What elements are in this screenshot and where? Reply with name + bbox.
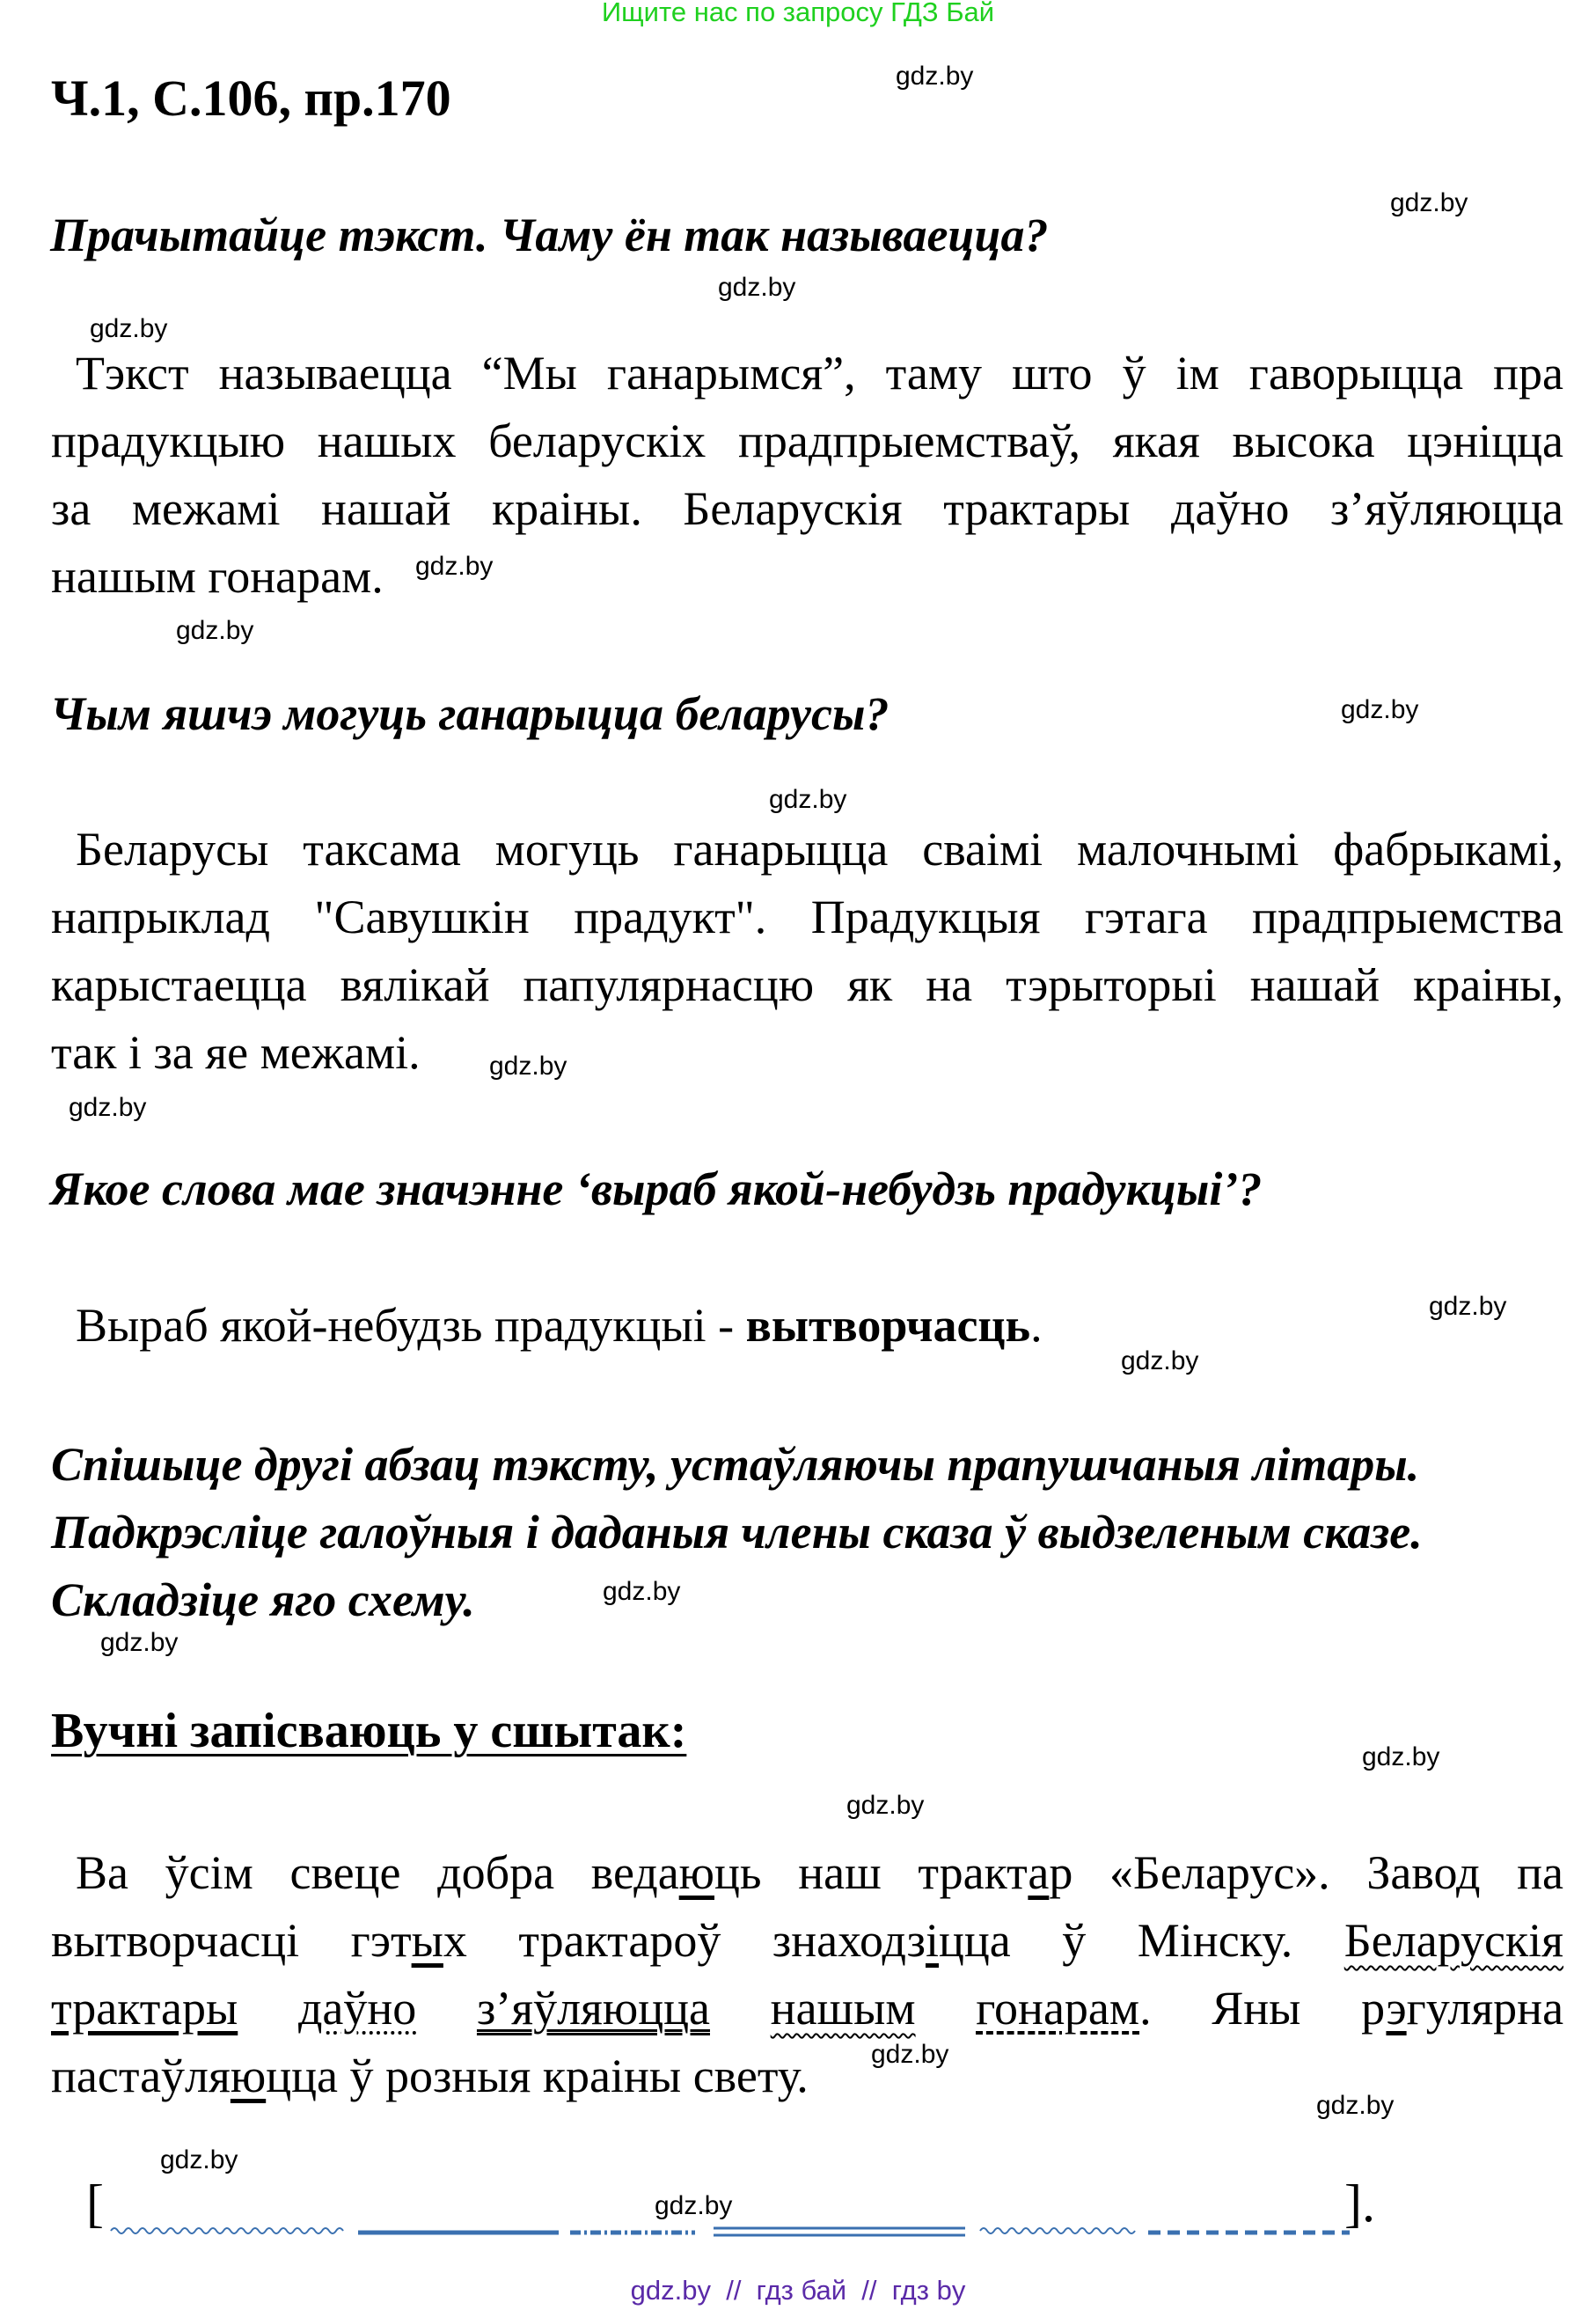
watermark: gdz.by (160, 2145, 238, 2174)
watermark: gdz.by (896, 62, 974, 91)
watermark: gdz.by (871, 2040, 949, 2069)
text: Ва ўсім свеце добра веда (76, 1846, 679, 1899)
question-3: Якое слова мае значэнне ‘выраб якой-небудзь прадукцыі’? (50, 1162, 1263, 1215)
watermark: gdz.by (655, 2191, 733, 2220)
scheme-attribute-wavy (111, 2228, 343, 2233)
watermark: gdz.by (1390, 188, 1468, 217)
inserted-letter: ю (230, 2050, 267, 2102)
answer-4 (51, 1839, 1563, 2110)
text-line: Спішыце другі абзац тэксту, устаўляючы прапушчаныя літары. (51, 1438, 1420, 1491)
text-line: нашым гонарам. (51, 550, 384, 603)
watermark: gdz.by (846, 1791, 925, 1820)
text-line: напрыклад "Савушкін прадукт". Прадукцыя гэтага прадпрыемства (51, 891, 1563, 943)
text-line: карыстаецца вялікай папулярнасцю як на тэрыторыі нашай краіны, (51, 958, 1563, 1011)
text-line: прадукцыю нашых беларускіх прадпрыемстваў, якая высока цэніцца (51, 414, 1563, 467)
answer-end: . (1030, 1299, 1043, 1352)
text: вытворчасці гэт (51, 1914, 412, 1967)
sentence-scheme (0, 2218, 1596, 2244)
watermark: gdz.by (1121, 1346, 1199, 1375)
answer-text: Выраб якой-небудзь прадукцыі - (76, 1299, 746, 1352)
watermark: gdz.by (415, 552, 494, 581)
text-line (51, 1975, 1563, 2042)
watermark: gdz.by (90, 314, 168, 343)
watermark: gdz.by (69, 1093, 147, 1122)
watermark: gdz.by (603, 1577, 681, 1606)
watermark: gdz.by (1341, 695, 1419, 724)
text: гулярна (1406, 1982, 1563, 2035)
predicate-word: з’яўляюцца (476, 1982, 710, 2035)
watermark: gdz.by (718, 273, 796, 302)
text: р «Беларус». Завод па (1049, 1846, 1563, 1899)
text-line: за межамі нашай краіны. Беларускія трактары даўно з’яўляюцца (51, 482, 1563, 535)
attribute-word: Беларускія (1343, 1914, 1563, 1967)
text-line: Падкрэсліце галоўныя і даданыя члены сказа ў выдзеленым сказе. (51, 1506, 1423, 1558)
text-line (51, 1839, 1563, 1907)
inserted-letter: і (925, 1914, 939, 1967)
inserted-letter: ю (678, 1846, 715, 1899)
text: цца ў Мінску. (938, 1914, 1344, 1967)
watermark: gdz.by (489, 1052, 567, 1081)
watermark: gdz.by (176, 616, 254, 645)
inserted-letter: ы (411, 1914, 443, 1967)
watermark: gdz.by (100, 1628, 179, 1657)
scheme-open-bracket: [ (86, 2174, 104, 2233)
watermark: gdz.by (1316, 2091, 1395, 2120)
text: ць наш тракт (714, 1846, 1029, 1899)
scheme-close-bracket: ]. (1344, 2174, 1375, 2233)
inserted-letter: э (1386, 1982, 1407, 2035)
page-title: Ч.1, С.106, пр.170 (51, 70, 451, 127)
section-heading: Вучні запісваюць у сшытак: (51, 1704, 687, 1758)
text-line (51, 1907, 1563, 1975)
footer-links[interactable]: gdz.by // гдз бай // гдз by (630, 2275, 966, 2306)
answer-2 (51, 816, 1563, 1087)
adverbial-word: даўно (297, 1982, 417, 2035)
text: . Яны р (1139, 1982, 1387, 2035)
search-banner[interactable]: Ищите нас по запросу ГДЗ Бай (601, 0, 995, 27)
text: пастаўля (51, 2050, 231, 2102)
question-4 (51, 1431, 1563, 1634)
answer-1 (51, 340, 1563, 611)
watermark: gdz.by (1429, 1292, 1507, 1321)
answer-3 (51, 1292, 1563, 1360)
text-line: Беларусы таксама могуць ганарыцца сваімі малочнымі фабрыкамі, (76, 823, 1563, 876)
watermark: gdz.by (1362, 1742, 1440, 1771)
text-line: Тэкст называецца “Мы ганарымся”, таму што ў ім гаворыцца пра (76, 347, 1563, 400)
text: цца ў розныя краіны свету. (266, 2050, 809, 2102)
subject-word: трактары (51, 1982, 238, 2035)
text: х трактароў знаходз (443, 1914, 926, 1967)
text-line: Складзіце яго схему. (51, 1573, 475, 1626)
watermark: gdz.by (769, 785, 847, 814)
answer-word: вытворчасць (745, 1299, 1031, 1352)
object-word: гонарам (976, 1982, 1140, 2035)
question-2: Чым яшчэ могуць ганарыцца беларусы? (50, 687, 890, 740)
attribute-word: нашым (770, 1982, 916, 2035)
scheme-attribute-wavy-2 (980, 2228, 1135, 2233)
text-line: так і за яе межамі. (51, 1026, 421, 1079)
question-1: Прачытайце тэкст. Чаму ён так называецца? (50, 209, 1049, 261)
inserted-letter: а (1028, 1846, 1050, 1899)
